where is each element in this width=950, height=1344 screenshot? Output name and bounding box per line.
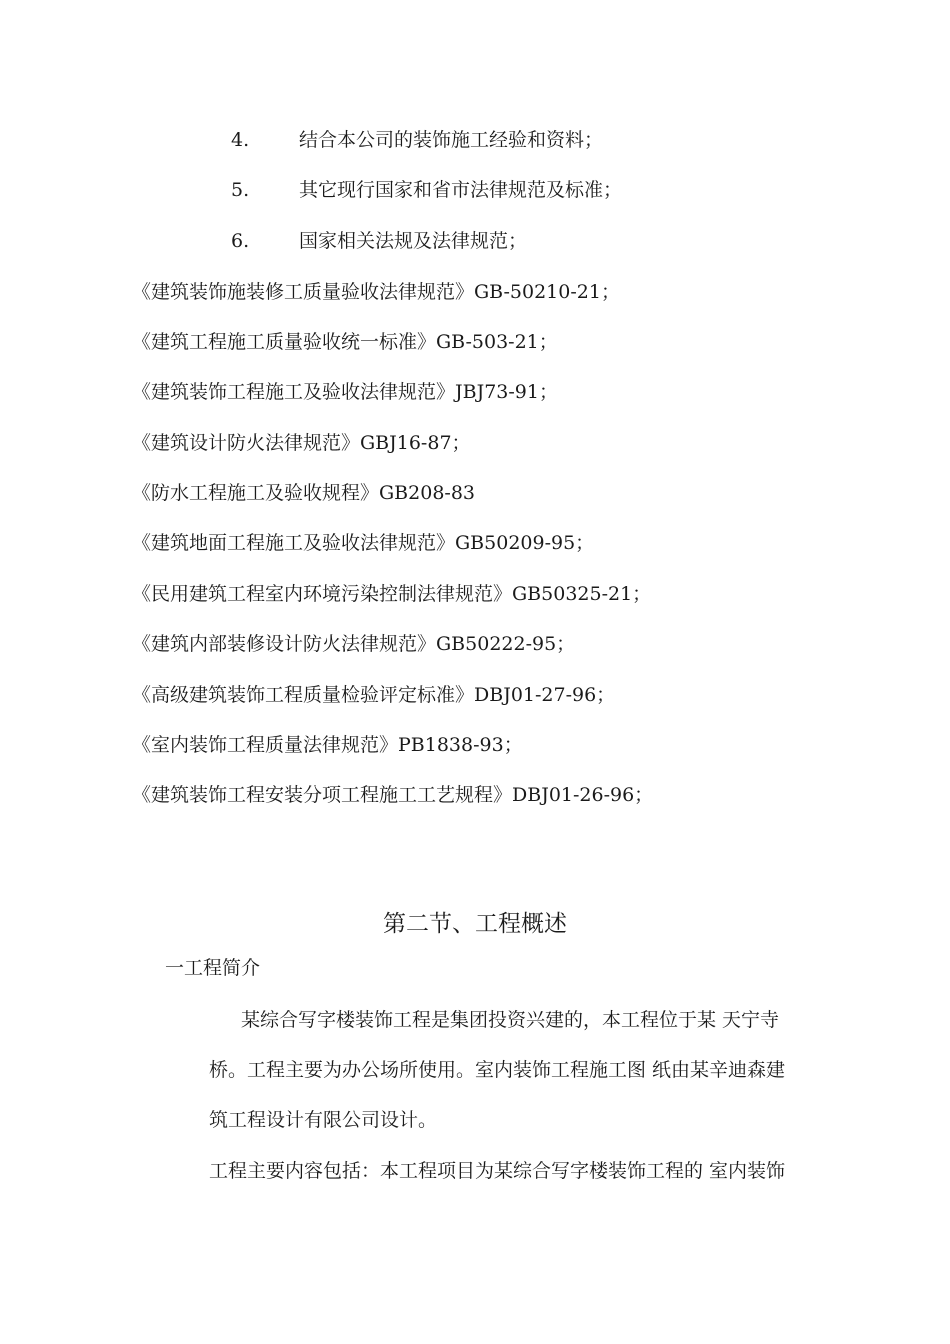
standard-item: 《建筑装饰施装修工质量验收法律规范》GB-50210-21； [132, 281, 620, 303]
subsection-heading: 一工程简介 [165, 957, 261, 979]
section-title: 第二节、工程概述 [383, 911, 567, 937]
paragraph-line: 工程主要内容包括：本工程项目为某综合写字楼装饰工程的 室内装饰 [209, 1160, 786, 1182]
list-number: 6. [231, 230, 250, 252]
standard-item: 《建筑装饰工程施工及验收法律规范》JBJ73-91； [132, 381, 558, 403]
standard-item: 《建筑工程施工质量验收统一标准》GB-503-21； [132, 331, 558, 353]
standard-item: 《室内装饰工程质量法律规范》PB1838-93； [132, 734, 523, 756]
list-item: 国家相关法规及法律规范； [299, 230, 528, 252]
list-item: 结合本公司的装饰施工经验和资料； [299, 129, 604, 151]
list-number: 5. [231, 179, 250, 201]
paragraph-line: 筑工程设计有限公司设计。 [209, 1109, 438, 1131]
standard-item: 《建筑设计防火法律规范》GBJ16-87； [132, 432, 471, 454]
standard-item: 《民用建筑工程室内环境污染控制法律规范》GB50325-21； [132, 583, 652, 605]
paragraph-line: 某综合写字楼装饰工程是集团投资兴建的，本工程位于某 天宁寺 [241, 1009, 780, 1031]
standard-item: 《防水工程施工及验收规程》GB208-83 [132, 482, 476, 504]
paragraph-line: 桥。工程主要为办公场所使用。室内装饰工程施工图 纸由某辛迪森建 [209, 1059, 786, 1081]
standard-item: 《建筑地面工程施工及验收法律规范》GB50209-95； [132, 532, 595, 554]
list-item: 其它现行国家和省市法律规范及标准； [299, 179, 623, 201]
list-number: 4. [231, 129, 250, 151]
standard-item: 《建筑内部装修设计防火法律规范》GB50222-95； [132, 633, 576, 655]
standard-item: 《建筑装饰工程安装分项工程施工工艺规程》DBJ01-26-96； [132, 784, 654, 806]
standard-item: 《高级建筑装饰工程质量检验评定标准》DBJ01-27-96； [132, 684, 616, 706]
